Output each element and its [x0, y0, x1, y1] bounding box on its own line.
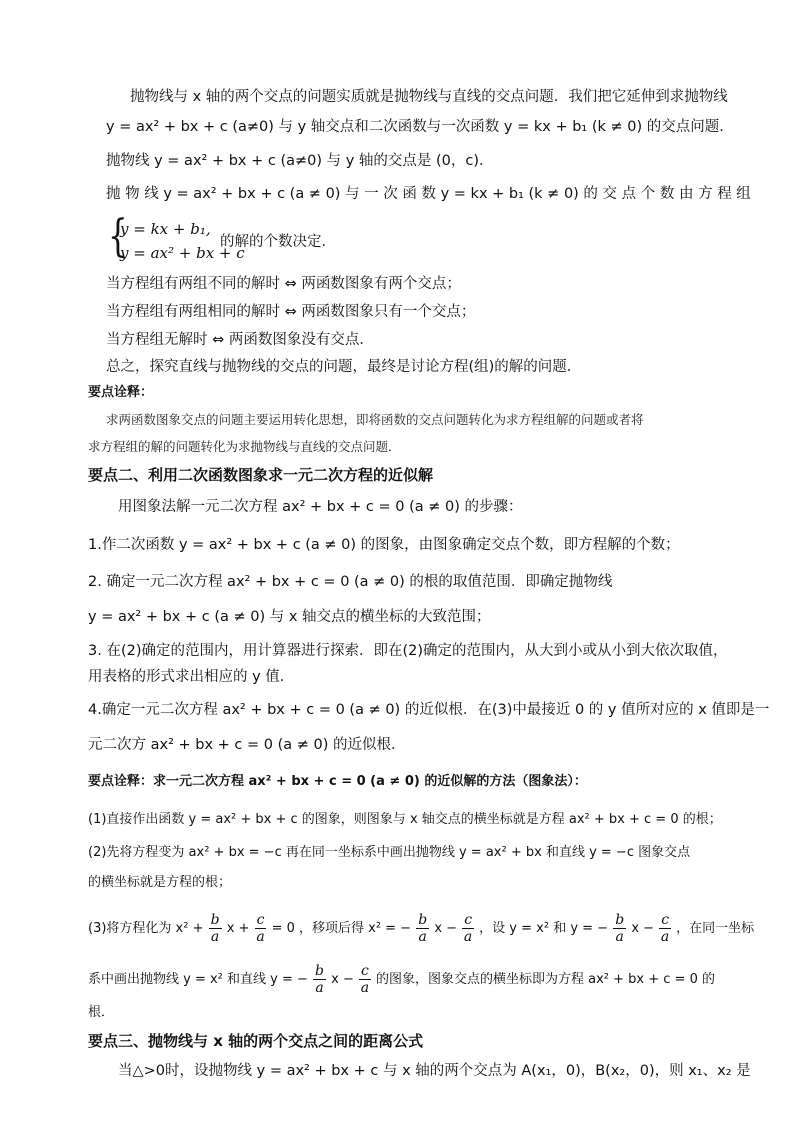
section-heading: 要点二、利用二次函数图象求一元二次方程的近似解 — [88, 466, 434, 484]
case-line: 当方程组无解时 ⇔ 两函数图象没有交点． — [106, 332, 374, 348]
fraction-b-over-a: $\frac{b}{a}$ — [315, 963, 325, 996]
method-line: 根． — [88, 1005, 115, 1020]
method-line: (3)将方程化为 x² + $\frac{b}{a}$ x + $\frac{c}{a}$ = 0 ，移项后得 x² = − $\frac{b}{a}$ x − $\frac{c}{a}$ ，设 y = x² 和 y = − $\frac{b}{a}$ x − $\frac{c}{a}$ ，在同一坐标 — [88, 912, 755, 945]
method-line: 的横坐标就是方程的根； — [88, 875, 232, 890]
paragraph-line: 用图象法解一元二次方程 ax² + bx + c = 0 (a ≠ 0) 的步骤： — [118, 499, 523, 515]
section-heading: 要点三、抛物线与 x 轴的两个交点之间的距离公式 — [88, 1032, 424, 1050]
note-title: 要点诠释： — [88, 385, 154, 400]
fraction-c-over-a: $\frac{c}{a}$ — [660, 912, 670, 945]
case-line: 当方程组有两组相同的解时 ⇔ 两函数图象只有一个交点； — [106, 304, 476, 320]
fraction-b-over-a: $\frac{b}{a}$ — [615, 912, 625, 945]
fraction-c-over-a: $\frac{c}{a}$ — [463, 912, 473, 945]
step-line: 4.确定一元二次方程 ax² + bx + c = 0 (a ≠ 0) 的近似根．在(3)中最接近 0 的 y 值所对应的 x 值即是一 — [88, 702, 770, 718]
fraction-b-over-a: $\frac{b}{a}$ — [210, 912, 220, 945]
equation-system-brace: { — [108, 211, 128, 262]
system-equation-2: y = ax² + bx + c — [120, 244, 245, 262]
step-line: y = ax² + bx + c (a ≠ 0) 与 x 轴交点的横坐标的大致范围； — [88, 609, 491, 625]
fraction-b-over-a: $\frac{b}{a}$ — [418, 912, 428, 945]
step-line: 2. 确定一元二次方程 ax² + bx + c = 0 (a ≠ 0) 的根的取值范围．即确定抛物线 — [88, 574, 613, 590]
note-title: 要点诠释：求一元二次方程 ax² + bx + c = 0 (a ≠ 0) 的近似解的方法（图象法）： — [88, 774, 587, 789]
fraction-c-over-a: $\frac{c}{a}$ — [256, 912, 265, 945]
case-line: 当方程组有两组不同的解时 ⇔ 两函数图象有两个交点； — [106, 276, 461, 292]
system-caption: 的解的个数决定． — [220, 234, 336, 250]
paragraph-line: 抛 物 线 y = ax² + bx + c (a ≠ 0) 与 一 次 函 数 y = kx + b₁ (k ≠ 0) 的 交 点 个 数 由 方 程 组 — [106, 186, 751, 202]
step-line: 3. 在(2)确定的范围内，用计算器进行探索．即在(2)确定的范围内，从大到小或从小到大依次取值， — [88, 643, 728, 659]
method-line: (2)先将方程变为 ax² + bx = −c 再在同一坐标系中画出抛物线 y = ax² + bx 和直线 y = −c 图象交点 — [88, 845, 691, 860]
paragraph-line: 抛物线与 x 轴的两个交点的问题实质就是抛物线与直线的交点问题．我们把它延伸到求抛物线 — [130, 89, 728, 105]
summary-line: 总之，探究直线与抛物线的交点的问题，最终是讨论方程(组)的解的问题． — [106, 359, 582, 375]
paragraph-line: 抛物线 y = ax² + bx + c (a≠0) 与 y 轴的交点是 (0，c)． — [106, 153, 494, 169]
step-line: 元二次方 ax² + bx + c = 0 (a ≠ 0) 的近似根． — [88, 737, 406, 753]
paragraph-line: 当△>0时，设抛物线 y = ax² + bx + c 与 x 轴的两个交点为 A(x₁，0)，B(x₂，0)，则 x₁、x₂ 是 — [118, 1063, 751, 1079]
method-line: (1)直接作出函数 y = ax² + bx + c 的图象，则图象与 x 轴交点的横坐标就是方程 ax² + bx + c = 0 的根； — [88, 812, 722, 827]
note-line: 求方程组的解的问题转化为求抛物线与直线的交点问题． — [88, 439, 401, 454]
step-line: 1.作二次函数 y = ax² + bx + c (a ≠ 0) 的图象，由图象确定交点个数，即方程解的个数； — [88, 537, 680, 553]
system-equation-1: y = kx + b₁, — [120, 220, 211, 238]
method-line: 系中画出抛物线 y = x² 和直线 y = − $\frac{b}{a}$ x − $\frac{c}{a}$ 的图象，图象交点的横坐标即为方程 ax² + bx + c = 0 的 — [88, 963, 715, 996]
note-line: 求两函数图象交点的问题主要运用转化思想，即将函数的交点问题转化为求方程组解的问题或者将 — [106, 412, 644, 427]
paragraph-line: y = ax² + bx + c (a≠0) 与 y 轴交点和二次函数与一次函数 y = kx + b₁ (k ≠ 0) 的交点问题． — [106, 119, 734, 135]
step-line: 用表格的形式求出相应的 y 值． — [88, 669, 295, 685]
fraction-c-over-a: $\frac{c}{a}$ — [360, 963, 370, 996]
